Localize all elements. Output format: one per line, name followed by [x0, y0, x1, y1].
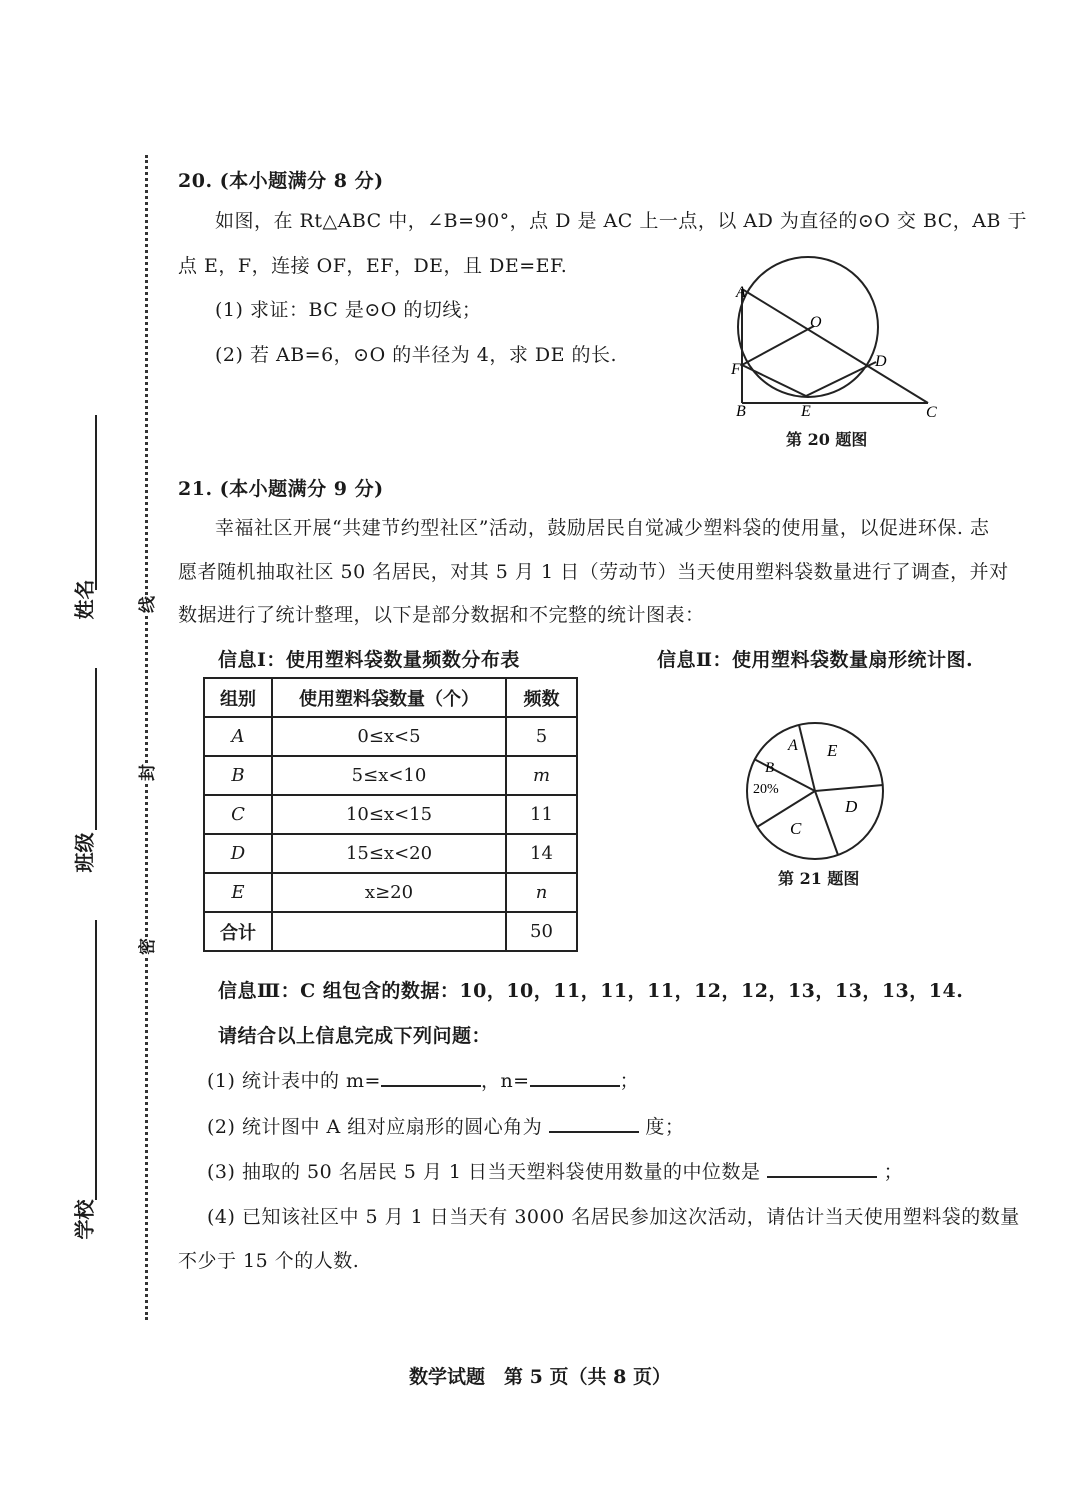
q21-header: 21. (本小题满分 9 分)	[178, 478, 384, 500]
segment-ef	[742, 365, 806, 396]
q21-part1	[207, 1066, 639, 1093]
q20-stem-line2: 点 E，F，连接 OF，EF，DE，且 DE=EF.	[178, 255, 568, 277]
table-cell-group: E	[204, 873, 272, 912]
pie-divider-dc	[815, 791, 838, 855]
part1-text-m: (1) 统计表中的 m=	[207, 1070, 381, 1092]
label-a: A	[736, 284, 746, 301]
table-cell-range: 10≤x<15	[272, 795, 506, 834]
seal-char-feng: 封	[131, 764, 160, 781]
q21-stem-line2: 愿者随机抽取社区 50 名居民，对其 5 月 1 日（劳动节）当天使用塑料袋数量进行了调查，并对	[178, 561, 1009, 583]
class-line	[95, 668, 97, 830]
part3-text: (3) 抽取的 50 名居民 5 月 1 日当天塑料袋使用数量的中位数是	[207, 1161, 761, 1183]
table-cell-group: D	[204, 834, 272, 873]
q20-part2: (2) 若 AB=6，⊙O 的半径为 4，求 DE 的长.	[215, 344, 618, 366]
class-label: 班级	[72, 832, 97, 873]
part1-text-n: ，n=	[480, 1070, 530, 1092]
table-cell-freq: 14	[506, 834, 577, 873]
pie-label-e: E	[827, 741, 838, 760]
label-e: E	[801, 403, 811, 420]
table-cell-range: x≥20	[272, 873, 506, 912]
label-d: D	[875, 353, 887, 370]
table-cell-group: C	[204, 795, 272, 834]
name-line	[95, 415, 97, 590]
pie-caption: 第 21 题图	[778, 869, 860, 888]
circle-o	[738, 257, 878, 397]
part3-end: ；	[883, 1161, 904, 1183]
table-cell-range	[272, 912, 506, 951]
table-cell-group: B	[204, 756, 272, 795]
q21-part3	[207, 1157, 903, 1184]
table-row	[204, 717, 577, 756]
q21-stem-line1: 幸福社区开展“共建节约型社区”活动，鼓励居民自觉减少塑料袋的使用量，以促进环保. 志	[215, 517, 990, 539]
table-row	[204, 795, 577, 834]
pie-label-a: A	[788, 737, 798, 754]
table-header-cell: 频数	[506, 678, 577, 717]
table-cell-freq: 5	[506, 717, 577, 756]
answer-blank-angle[interactable]	[549, 1131, 639, 1133]
pie-divider-ae	[799, 725, 815, 791]
table-header-cell: 使用塑料袋数量（个）	[272, 678, 506, 717]
label-b: B	[736, 403, 746, 420]
table-cell-range: 15≤x<20	[272, 834, 506, 873]
table-cell-group: A	[204, 717, 272, 756]
table-cell-freq: n	[506, 873, 577, 912]
info2-title: 信息Ⅱ：使用塑料袋数量扇形统计图.	[657, 649, 974, 671]
page-footer: 数学试题 第 5 页（共 8 页）	[409, 1366, 671, 1388]
segment-de	[806, 362, 876, 396]
answer-blank-median[interactable]	[767, 1176, 877, 1178]
q20-figure-caption: 第 20 题图	[786, 430, 868, 449]
label-c: C	[926, 404, 937, 421]
table-row	[204, 873, 577, 912]
q20-stem-line1: 如图，在 Rt△ABC 中，∠B=90°，点 D 是 AC 上一点，以 AD 为直径的⊙O 交 BC，AB 于	[215, 210, 1028, 232]
name-label: 姓名	[72, 579, 97, 620]
table-total-row	[204, 912, 577, 951]
part1-text-end: ；	[619, 1070, 640, 1092]
q21-stem-line3: 数据进行了统计整理，以下是部分数据和不完整的统计图表：	[178, 604, 705, 626]
label-f: F	[731, 361, 741, 378]
school-label: 学校	[72, 1199, 97, 1240]
table-cell-group: 合计	[204, 912, 272, 951]
info1-title: 信息Ⅰ：使用塑料袋数量频数分布表	[218, 649, 520, 671]
table-cell-freq: m	[506, 756, 577, 795]
seal-char-xian: 线	[131, 596, 160, 613]
frequency-table	[203, 677, 578, 952]
part2-text: (2) 统计图中 A 组对应扇形的圆心角为	[207, 1116, 543, 1138]
pie-label-d: D	[845, 797, 858, 816]
q21-prompt: 请结合以上信息完成下列问题：	[218, 1025, 492, 1047]
answer-blank-n[interactable]	[530, 1085, 620, 1087]
q21-part4-line2: 不少于 15 个的人数.	[178, 1250, 360, 1272]
answer-blank-m[interactable]	[381, 1085, 481, 1087]
table-cell-freq: 11	[506, 795, 577, 834]
table-header-cell: 组别	[204, 678, 272, 717]
pie-divider-ed	[815, 785, 883, 791]
seal-dotted-line	[145, 155, 148, 1320]
pie-label-c: C	[790, 819, 802, 838]
label-o: O	[810, 314, 822, 331]
part2-unit: 度；	[645, 1116, 685, 1138]
info3: 信息Ⅲ：C 组包含的数据：10，10，11，11，11，12，12，13，13，13，14.	[218, 980, 964, 1002]
q21-part2	[207, 1112, 684, 1139]
q20-figure	[720, 255, 960, 425]
school-line	[95, 920, 97, 1200]
pie-label-b-pct: 20%	[753, 782, 779, 797]
q20-header: 20. (本小题满分 8 分)	[178, 170, 384, 192]
q21-part4-line1: (4) 已知该社区中 5 月 1 日当天有 3000 名居民参加这次活动，请估计当天使用塑料袋的数量	[207, 1206, 1020, 1228]
seal-char-mi: 密	[131, 938, 160, 955]
table-cell-range: 0≤x<5	[272, 717, 506, 756]
pie-label-b: B	[765, 760, 775, 776]
q20-part1: (1) 求证：BC 是⊙O 的切线；	[215, 299, 482, 321]
table-row	[204, 756, 577, 795]
pie-figure	[740, 716, 890, 866]
segment-of	[742, 326, 814, 365]
table-row	[204, 834, 577, 873]
table-cell-range: 5≤x<10	[272, 756, 506, 795]
table-cell-freq: 50	[506, 912, 577, 951]
table-header-row	[204, 678, 577, 717]
